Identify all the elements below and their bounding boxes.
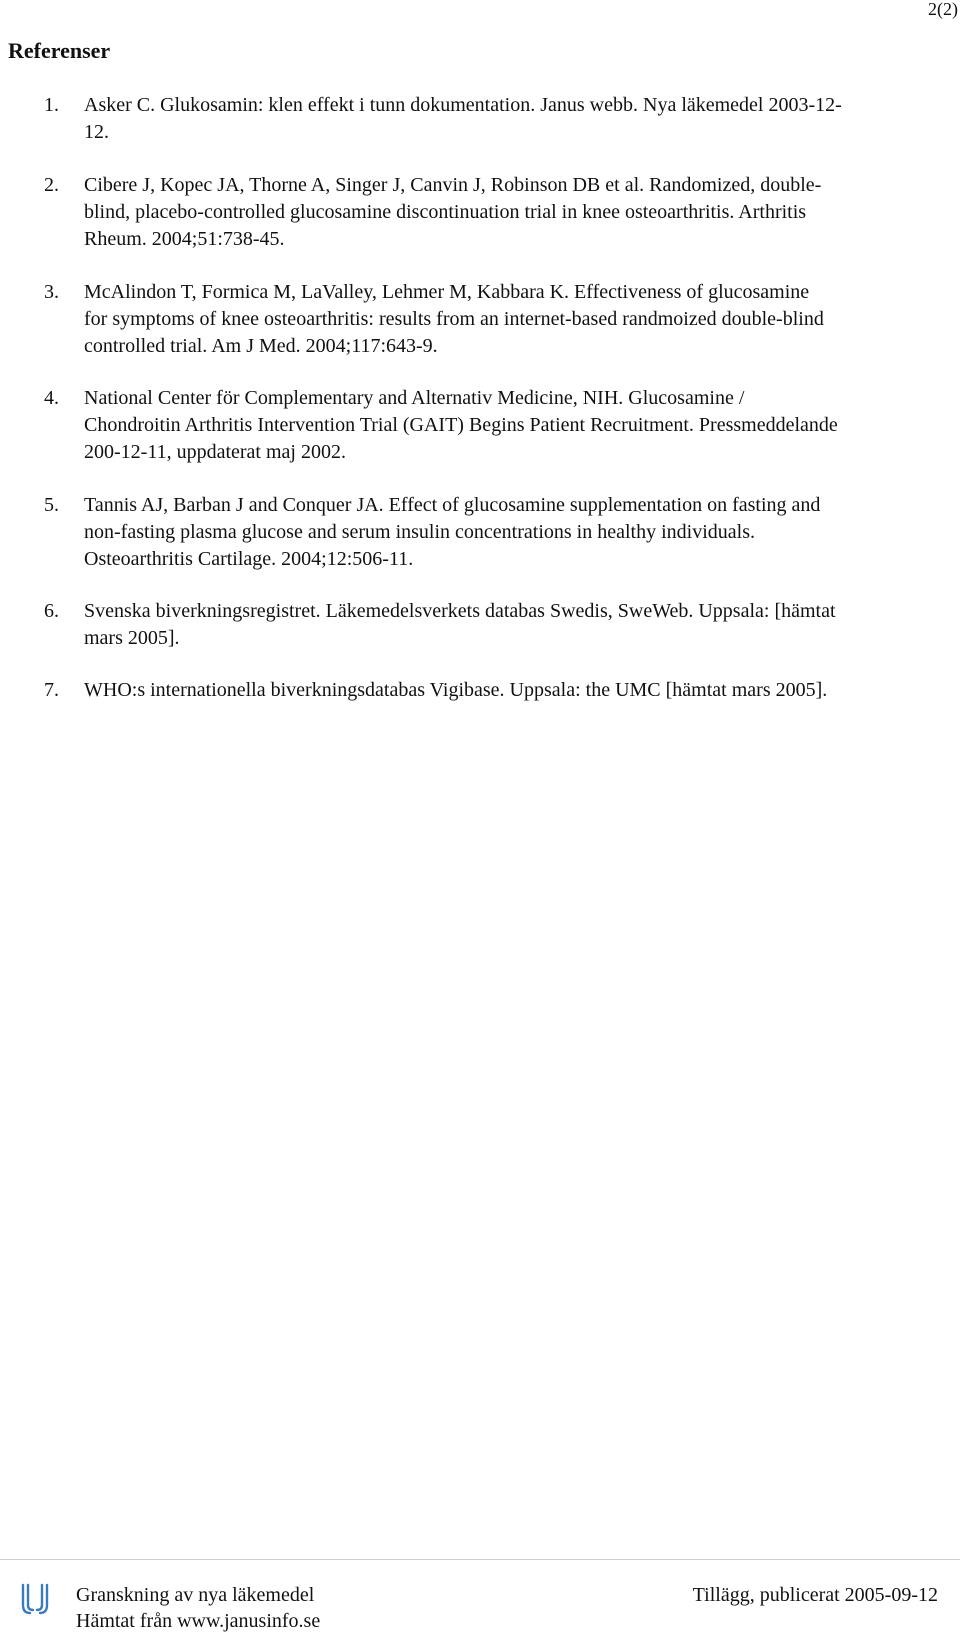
reference-text: Svenska biverkningsregistret. Läkemedelsverkets databas Swedis, SweWeb. Uppsala: [hämtat mars 2005].: [84, 600, 836, 649]
reference-number: 4.: [44, 387, 59, 409]
footer-publication: Granskning av nya läkemedel: [76, 1584, 315, 1606]
references-heading: Referenser: [8, 38, 111, 63]
reference-number: 5.: [44, 494, 59, 516]
reference-number: 1.: [44, 94, 59, 116]
reference-text: Asker C. Glukosamin: klen effekt i tunn dokumentation. Janus webb. Nya läkemedel 2003-12- 12.: [84, 94, 842, 143]
reference-number: 2.: [44, 174, 59, 196]
janus-logo-icon: [20, 1583, 50, 1617]
footer-published-date: Tillägg, publicerat 2005-09-12: [692, 1584, 938, 1606]
reference-text: National Center för Complementary and Alternativ Medicine, NIH. Glucosamine / Chondroitin Arthritis Intervention Trial (GAIT) Begins Patient Recruitment. Pressmeddelande 200-12-11, uppdaterat maj 2002.: [84, 387, 838, 463]
page-number: 2(2): [928, 0, 958, 19]
reference-text: Tannis AJ, Barban J and Conquer JA. Effect of glucosamine supplementation on fasting and non-fasting plasma glucose and serum insulin concentrations in healthy individuals. Osteoarthritis Cartilage. 2004;12:506-11.: [84, 494, 821, 570]
reference-number: 6.: [44, 600, 59, 622]
footer-divider: [0, 1559, 960, 1560]
footer-website: Hämtat från www.janusinfo.se: [76, 1610, 321, 1632]
reference-number: 7.: [44, 679, 59, 701]
reference-text: McAlindon T, Formica M, LaValley, Lehmer M, Kabbara K. Effectiveness of glucosamine for symptoms of knee osteoarthritis: results from an internet-based randmoized double-blind controlled trial. Am J Med. 2004;117:643-9.: [84, 281, 824, 357]
reference-text: Cibere J, Kopec JA, Thorne A, Singer J, Canvin J, Robinson DB et al. Randomized, double- blind, placebo-controlled glucosamine discontinuation trial in knee osteoarthritis. Arthritis Rheum. 2004;51:738-45.: [84, 174, 822, 250]
reference-text: WHO:s internationella biverkningsdatabas Vigibase. Uppsala: the UMC [hämtat mars 2005].: [84, 679, 828, 701]
footer-source: [76, 1582, 320, 1634]
reference-number: 3.: [44, 281, 59, 303]
